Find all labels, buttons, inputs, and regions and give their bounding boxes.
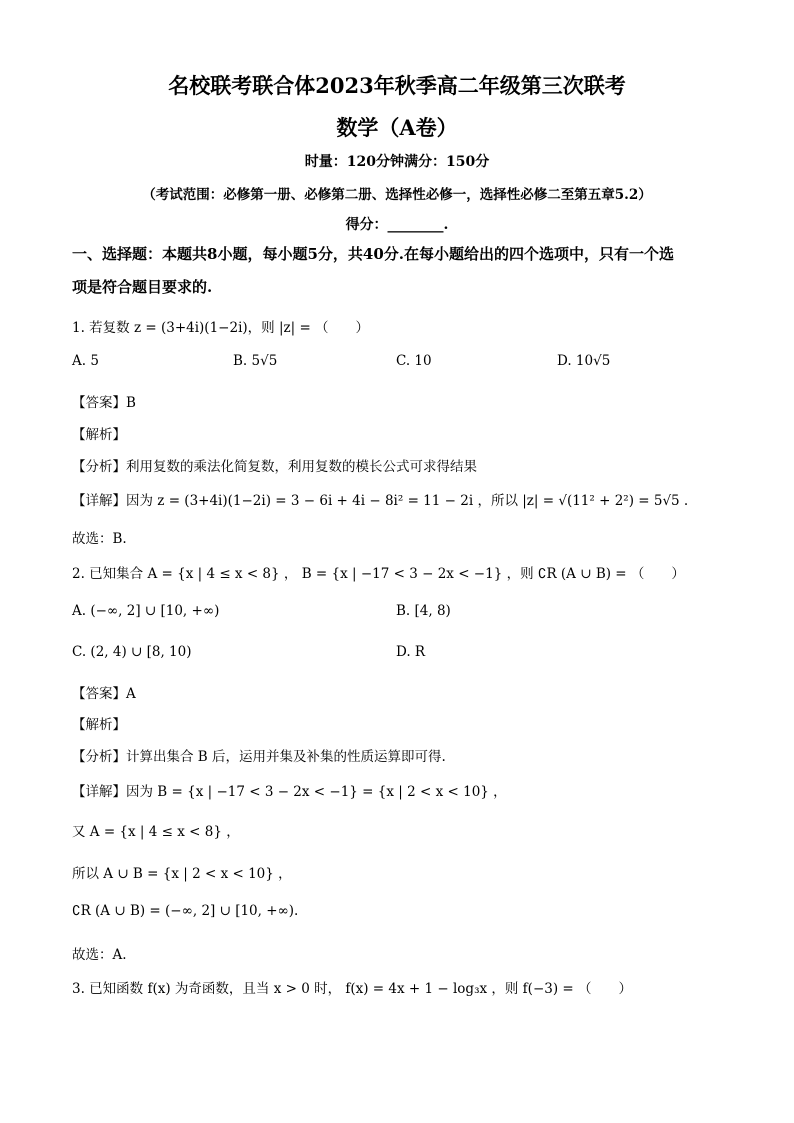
q1-fenxi: 【分析】利用复数的乘法化简复数，利用复数的模长公式可求得结果 [72,459,477,475]
q2-stem: 2. 已知集合 A = {x | 4 ≤ x < 8} ， B = {x | −17 < 3 − 2x < −1} ，则 ∁R (A ∪ B) = （ ） [72,566,685,582]
q2-detail-line4: ∁R (A ∪ B) = (−∞, 2] ∪ [10, +∞). [72,903,299,919]
q1-analysis-label: 【解析】 [72,427,126,443]
q2-option-b: B. [4, 8) [396,603,451,619]
exam-subtitle: 数学（A卷） [336,115,458,140]
section-heading-line1: 一、选择题：本题共8小题，每小题5分，共40分.在每小题给出的四个选项中，只有一个选 [72,245,674,263]
q2-choose: 故选：A. [72,947,127,963]
q2-detail: 【详解】因为 B = {x | −17 < 3 − 2x < −1} = {x | 2 < x < 10} ， [72,784,507,800]
q2-option-a: A. (−∞, 2] ∪ [10, +∞) [72,603,220,619]
q1-option-a: A. 5 [72,353,99,369]
score-line: 得分：________. [345,217,449,233]
q2-analysis-label: 【解析】 [72,717,126,733]
q1-option-d: D. 10√5 [557,353,611,369]
q1-answer: 【答案】B [72,395,136,411]
section-heading-line2: 项是符合题目要求的. [72,278,213,296]
q2-fenxi: 【分析】计算出集合 B 后，运用并集及补集的性质运算即可得. [72,749,446,765]
q2-detail-line3: 所以 A ∪ B = {x | 2 < x < 10} ， [72,866,292,882]
exam-title: 名校联考联合体2023年秋季高二年级第三次联考 [168,73,626,98]
q2-answer: 【答案】A [72,686,136,702]
q2-detail-line2: 又 A = {x | 4 ≤ x < 8} ， [72,824,240,840]
q2-option-d: D. R [396,644,426,660]
q1-option-b: B. 5√5 [233,353,278,369]
q1-option-c: C. 10 [396,353,432,369]
q3-stem: 3. 已知函数 f(x) 为奇函数，且当 x > 0 时， f(x) = 4x + 1 − log₃x ，则 f(−3) = （ ） [72,981,633,997]
q1-detail: 【详解】因为 z = (3+4i)(1−2i) = 3 − 6i + 4i − 8i² = 11 − 2i ，所以 |z| = √(11² + 2²) = 5√5 . [72,493,689,509]
q1-stem: 1. 若复数 z = (3+4i)(1−2i)，则 |z| = （ ） [72,320,370,336]
q1-choose: 故选：B. [72,531,127,547]
exam-scope: （考试范围：必修第一册、必修第二册、选择性必修一，选择性必修二至第五章5.2） [142,187,652,203]
time-score: 时量：120分钟满分：150分 [304,154,490,170]
q2-option-c: C. (2, 4) ∪ [8, 10) [72,644,192,660]
